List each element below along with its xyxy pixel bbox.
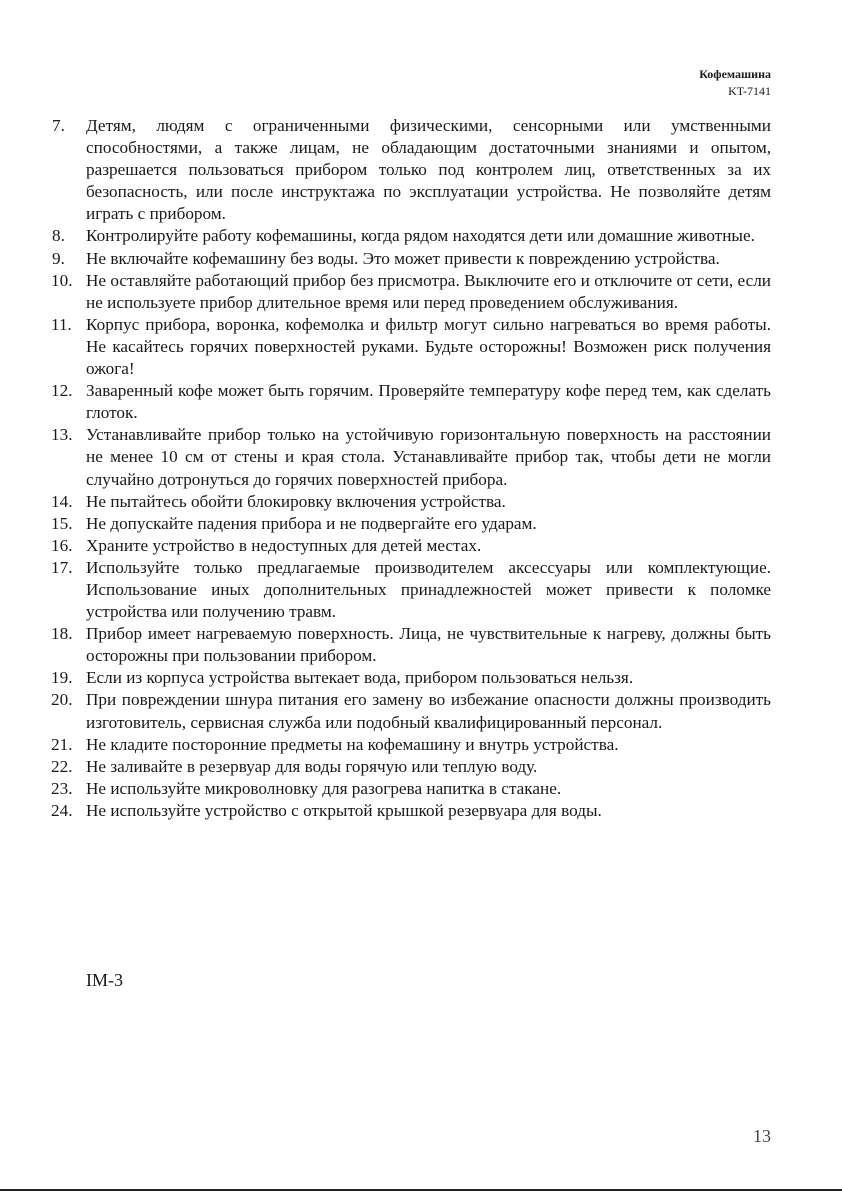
item-text: Храните устройство в недоступных для детей местах. (86, 535, 482, 555)
page-number: 13 (753, 1126, 771, 1146)
item-number: 20. (51, 690, 73, 710)
item-text: Корпус прибора, воронка, кофемолка и фильтр могут сильно нагреваться во время работы. Не касайтесь горячих поверхностей руками. Будьте осторожны! Возможен риск получения ожога! (86, 314, 771, 379)
list-item (52, 225, 771, 247)
list-item (52, 800, 771, 822)
item-number: 18. (51, 624, 73, 644)
page-header (699, 66, 771, 100)
item-number: 10. (51, 270, 73, 290)
item-number: 17. (51, 557, 73, 577)
list-item (52, 424, 771, 490)
item-text: Если из корпуса устройства вытекает вода, прибором пользоваться нельзя. (86, 668, 634, 688)
item-number: 21. (51, 734, 73, 754)
list-item (52, 513, 771, 535)
list-item (52, 270, 771, 314)
item-text: Не используйте микроволновку для разогрева напитка в стакане. (86, 778, 562, 798)
list-item (52, 756, 771, 778)
item-text: Не используйте устройство с открытой крышкой резервуара для воды. (86, 800, 602, 820)
item-text: Не включайте кофемашину без воды. Это может привести к повреждению устройства. (86, 248, 720, 268)
item-number: 13. (51, 425, 73, 445)
header-model: KT-7141 (728, 84, 771, 98)
list-item (52, 115, 771, 225)
item-text: Не допускайте падения прибора и не подвергайте его ударам. (86, 513, 537, 533)
item-number: 15. (51, 513, 73, 533)
item-text: Используйте только предлагаемые производителем аксессуары или комплектующие. Использование иных дополнительных принадлежностей может привести к поломке устройства или получению травм. (86, 557, 771, 622)
item-number: 8. (52, 226, 65, 246)
item-number: 12. (51, 381, 73, 401)
item-text: Прибор имеет нагреваемую поверхность. Лица, не чувствительные к нагреву, должны быть осторожны при пользовании прибором. (86, 624, 771, 666)
item-text: Детям, людям с ограниченными физическими, сенсорными или умственными способностями, а также лицам, не обладающим достаточными знаниями и опытом, разрешается пользоваться прибором только под контролем лиц, ответственных за их безопасность, или после инструктажа по эксплуатации устройства. Не позволяйте детям играть с прибором. (86, 116, 771, 224)
item-number: 24. (51, 800, 73, 820)
item-number: 16. (51, 535, 73, 555)
item-text: Не оставляйте работающий прибор без присмотра. Выключите его и отключите от сети, если не используете прибор длительное время или перед проведением обслуживания. (86, 270, 771, 312)
item-text: При повреждении шнура питания его замену во избежание опасности должны производить изготовитель, сервисная служба или подобный квалифицированный персонал. (86, 690, 771, 732)
header-brand: Кофемашина (699, 67, 771, 81)
document-code: IM-3 (86, 970, 123, 990)
item-number: 9. (52, 248, 65, 268)
list-item (52, 734, 771, 756)
item-number: 7. (52, 116, 65, 135)
list-item (52, 623, 771, 667)
list-item (52, 380, 771, 424)
list-item (52, 689, 771, 733)
item-text: Заваренный кофе может быть горячим. Проверяйте температуру кофе перед тем, как сделать глоток. (86, 381, 771, 423)
item-text: Не пытайтесь обойти блокировку включения устройства. (86, 491, 506, 511)
list-item (52, 248, 771, 270)
item-number: 11. (51, 314, 72, 334)
item-text: Устанавливайте прибор только на устойчивую горизонтальную поверхность на расстоянии не менее 10 см от стены и края стола. Устанавливайте прибор так, чтобы дети не могли случайно дотронуться до горячих поверхностей прибора. (86, 425, 771, 489)
list-item (52, 557, 771, 623)
list-item (52, 535, 771, 557)
list-item (52, 778, 771, 800)
list-item (52, 314, 771, 380)
item-number: 19. (51, 668, 73, 688)
item-text: Контролируйте работу кофемашины, когда рядом находятся дети или домашние животные. (86, 226, 755, 246)
item-number: 22. (51, 756, 73, 776)
item-number: 23. (51, 778, 73, 798)
bottom-divider (0, 1189, 842, 1191)
list-item (52, 491, 771, 513)
item-text: Не заливайте в резервуар для воды горячую или теплую воду. (86, 756, 538, 776)
item-number: 14. (51, 491, 73, 511)
safety-instructions-list (52, 115, 771, 822)
list-item (52, 667, 771, 689)
item-text: Не кладите посторонние предметы на кофемашину и внутрь устройства. (86, 734, 619, 754)
